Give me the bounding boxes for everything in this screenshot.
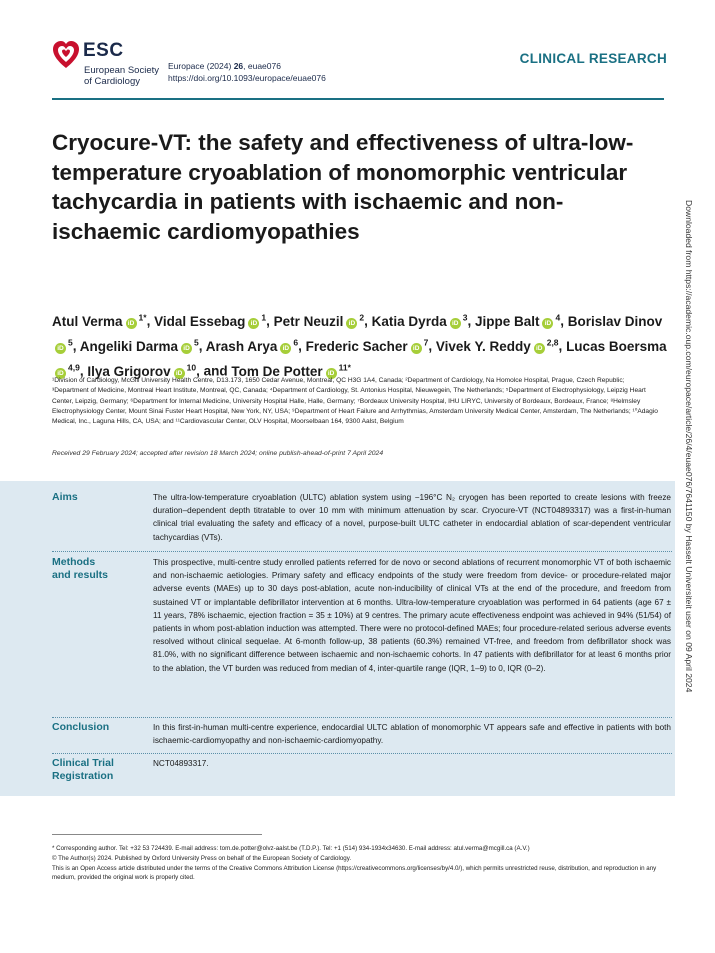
download-sidebar bbox=[684, 200, 704, 790]
author-name-text: Tom De Potter bbox=[231, 363, 323, 379]
orcid-icon[interactable]: iD bbox=[542, 318, 553, 329]
orcid-icon[interactable]: iD bbox=[280, 343, 291, 354]
author-affiliation-marker: 1* bbox=[138, 312, 147, 322]
author-affiliation-marker: 10 bbox=[186, 362, 197, 372]
author-name[interactable] bbox=[475, 314, 560, 329]
footnote-corresponding: * Corresponding author. Tel: +32 53 724439. E-mail address: tom.de.potter@olvz-aalst.be (T.D.P.). Tel: +1 (514) 934-1934x34630. E-mail address: atul.verma@mcgill.ca (A.V.) bbox=[52, 845, 530, 852]
abstract-divider bbox=[52, 753, 672, 754]
trial-label-line-1: Clinical Trial bbox=[52, 757, 114, 769]
orcid-icon[interactable]: iD bbox=[534, 343, 545, 354]
author-name-text: Angeliki Darma bbox=[79, 338, 179, 354]
esc-logo-text: ESC bbox=[83, 40, 124, 61]
orcid-icon[interactable]: iD bbox=[181, 343, 192, 354]
abstract-divider bbox=[52, 551, 672, 552]
methods-label bbox=[52, 556, 108, 582]
abstract-divider bbox=[52, 717, 672, 718]
methods-label-line-1: Methods bbox=[52, 556, 96, 568]
author-name[interactable] bbox=[436, 339, 559, 354]
author-name-text: Vivek Y. Reddy bbox=[435, 338, 531, 354]
author-affiliation-marker: 3 bbox=[462, 312, 468, 322]
header-rule bbox=[52, 98, 664, 100]
author-name[interactable] bbox=[80, 339, 199, 354]
author-affiliation-marker: 2,8 bbox=[546, 337, 559, 347]
footnote-rule bbox=[52, 834, 262, 835]
received-dates: Received 29 February 2024; accepted after revision 18 March 2024; online publish-ahead-of-print 7 April 2024 bbox=[52, 450, 384, 457]
author-name-text: Frederic Sacher bbox=[305, 338, 408, 354]
conclusion-label: Conclusion bbox=[52, 721, 110, 733]
structured-abstract bbox=[0, 481, 675, 796]
author-affiliation-marker: 5 bbox=[194, 337, 199, 347]
conclusion-text: In this first-in-human multi-centre experience, endocardial ULTC ablation of monomorphic VT appears safe and effective in patients with both ischaemic-cardiomyopathy and non-ischaemic-cardiomyopathy. bbox=[153, 723, 671, 746]
esc-logo-subtitle bbox=[84, 65, 159, 87]
orcid-icon[interactable]: iD bbox=[450, 318, 461, 329]
author-affiliation-marker: 4,9 bbox=[68, 362, 80, 372]
author-name-text: Jippe Balt bbox=[474, 313, 540, 329]
orcid-icon[interactable]: iD bbox=[346, 318, 357, 329]
author-name[interactable] bbox=[274, 314, 365, 329]
orcid-icon[interactable]: iD bbox=[326, 368, 337, 379]
affiliations: ¹Division of Cardiology, McGill University Health Centre, D13.173, 1650 Cedar Avenue, Montreal, QC H3G 1A4, Canada; ²Department of Cardiology, Na Homolce Hospital, Prague, Czech Republic; ³Department of Medicine, Montreal Heart Institute, Montreal, QC, Canada; ⁴Department of Cardiology, St. Antonius Hospital, Nieuwegein, The Netherlands; ⁵Department of Electrophysiology, Leipzig Heart Center, Leipzig, Germany; ⁶Department for Internal Medicine, University Hospital Halle, Halle, Germany; ⁷Bordeaux University Hospital, IHU LIRYC, University of Bordeaux, Bordeaux, France; ⁸Helmsley Electrophysiology Center, Mount Sinai Fuster Heart Hospital, New York, NY, USA; ⁹Department of Heart Failure and Arrhythmias, Amsterdam University Medical Center, Amsterdam, The Netherlands; ¹⁰Adagio Medical, Inc., Laguna Hills, CA, USA; and ¹¹Cardiovascular Center, OLV Hospital, Moorselbaan 164, 9300 Aalst, Belgium bbox=[52, 377, 658, 426]
aims-text: The ultra-low-temperature cryoablation (ULTC) ablation system using −196°C N₂ cryogen has been reported to create lesions with freeze duration–dependent depth titratable to over 10 mm with minimum attenuation by scar. Cryocure-VT (NCT04893317) was a first-in-human clinical trial evaluating the safety and efficacy of a novel, purpose-built ULTC catheter in endocardial ablation of scar-dependent ventricular tachycardias (VTs). bbox=[153, 493, 671, 542]
orcid-icon[interactable]: iD bbox=[248, 318, 259, 329]
author-name-text: Ilya Grigorov bbox=[87, 363, 171, 379]
author-name[interactable] bbox=[52, 314, 147, 329]
trial-text: NCT04893317. bbox=[153, 759, 209, 768]
author-affiliation-marker: 1 bbox=[261, 312, 267, 322]
author-name-text: Arash Arya bbox=[205, 338, 278, 354]
download-notice: Downloaded from https://academic.oup.com/europace/article/26/4/euae076/7641150 by Hasselt Universiteit user on 09 April 2024 bbox=[684, 200, 694, 693]
author-name[interactable] bbox=[154, 314, 266, 329]
author-name-text: Borislav Dinov bbox=[567, 313, 663, 329]
author-name[interactable] bbox=[206, 339, 298, 354]
logo-sub-line-1: European Society bbox=[84, 65, 159, 76]
author-name-text: Atul Verma bbox=[52, 313, 123, 329]
author-name[interactable] bbox=[306, 339, 429, 354]
aims-label: Aims bbox=[52, 491, 78, 503]
trial-label-line-2: Registration bbox=[52, 770, 114, 782]
author-name[interactable] bbox=[372, 314, 468, 329]
orcid-icon[interactable]: iD bbox=[174, 368, 185, 379]
journal-citation bbox=[168, 60, 326, 84]
author-affiliation-marker: 5 bbox=[68, 337, 73, 347]
author-affiliation-marker: 7 bbox=[423, 337, 429, 347]
journal-line: Europace (2024) 26, euae076 bbox=[168, 61, 281, 71]
footnotes bbox=[52, 844, 672, 883]
esc-heart-logo-icon bbox=[52, 40, 80, 70]
author-name-text: Katia Dyrda bbox=[371, 313, 447, 329]
footnote-copyright: © The Author(s) 2024. Published by Oxford University Press on behalf of the European Society of Cardiology. bbox=[52, 854, 352, 862]
author-affiliation-marker: 11* bbox=[338, 362, 351, 372]
author-list: Atul Verma $iD^{1*}$, Vidal Essebag $iD^1$, Petr Neuzil $iD^2$, Katia Dyrda $iD^3$, Jippe Balt $iD^4$, Borislav DinoviD$^5$, Angeliki Darma $iD^5$, Arash Arya $iD^6$, Frederic Sacher $iD^7$, Vivek Y. Reddy iD$^{2,8}$, Lucas BoersmaiD$^{4,9}$, Ilya Grigorov $iD^{10}$, and Tom De Potter $iD^{11*}$ bbox=[52, 312, 667, 379]
author-affiliation-marker: 2 bbox=[359, 312, 365, 322]
doi-link[interactable]: https://doi.org/10.1093/europace/euae076 bbox=[168, 73, 326, 83]
orcid-icon[interactable]: iD bbox=[411, 343, 422, 354]
orcid-icon[interactable]: iD bbox=[55, 368, 66, 379]
author-name-text: Petr Neuzil bbox=[273, 313, 344, 329]
footnote-license: This is an Open Access article distributed under the terms of the Creative Commons Attribution License (https://creativecommons.org/licenses/by/4.0/), which permits unrestricted reuse, distribution, and reproduction in any medium, provided the original work is properly cited. bbox=[52, 864, 657, 882]
section-label: CLINICAL RESEARCH bbox=[519, 51, 667, 66]
author-affiliation-marker: 4 bbox=[555, 312, 561, 322]
logo-sub-line-2: of Cardiology bbox=[84, 76, 140, 87]
methods-text: This prospective, multi-centre study enrolled patients referred for de novo or second ablations of recurrent monomorphic VT of both ischaemic and non-ischaemic aetiologies. Primary safety and efficacy endpoints of the study were freedom from device- or procedure-related major adverse events (MAEs) up to 30 days post-ablation, acute non-inducibility of clinical VTs at the end of the procedure, and freedom from sustained VT or implantable defibrillator intervention at 6 months. Ultra-low-temperature cryoablation was performed in 64 patients (age 67 ± 11 years, 78% ischaemic, ejection fraction = 35 ± 10%) at 9 centres. The primary acute effectiveness endpoint was achieved in 94% (51/54) of patients in whom post-ablation induction was attempted. There were no protocol-defined MAEs; four procedure-related serious adverse events resolved without clinical sequelae. At 6-month follow-up, 38 patients (60.3%) remained VT-free, and freedom from defibrillator shock was 81.0%, with no significant difference between ischaemic and non-ischaemic cohorts. In 47 patients with defibrillator for at least 6 months prior to the ablation, the VT burden was reduced from median of 4, inter-quartile range (IQR, 1–9) to 0, IQR (0–2). bbox=[153, 558, 671, 673]
author-name-text: Lucas Boersma bbox=[566, 338, 667, 354]
orcid-icon[interactable]: iD bbox=[55, 343, 66, 354]
trial-label bbox=[52, 757, 114, 783]
methods-label-line-2: and results bbox=[52, 569, 109, 581]
orcid-icon[interactable]: iD bbox=[126, 318, 137, 329]
author-affiliation-marker: 6 bbox=[293, 337, 299, 347]
author-name-text: Vidal Essebag bbox=[154, 313, 246, 329]
article-title: Cryocure-VT: the safety and effectiveness of ultra-low-temperature cryoablation of monomorphic ventricular tachycardia in patients with ischaemic and non-ischaemic cardiomyopathies bbox=[52, 130, 634, 244]
